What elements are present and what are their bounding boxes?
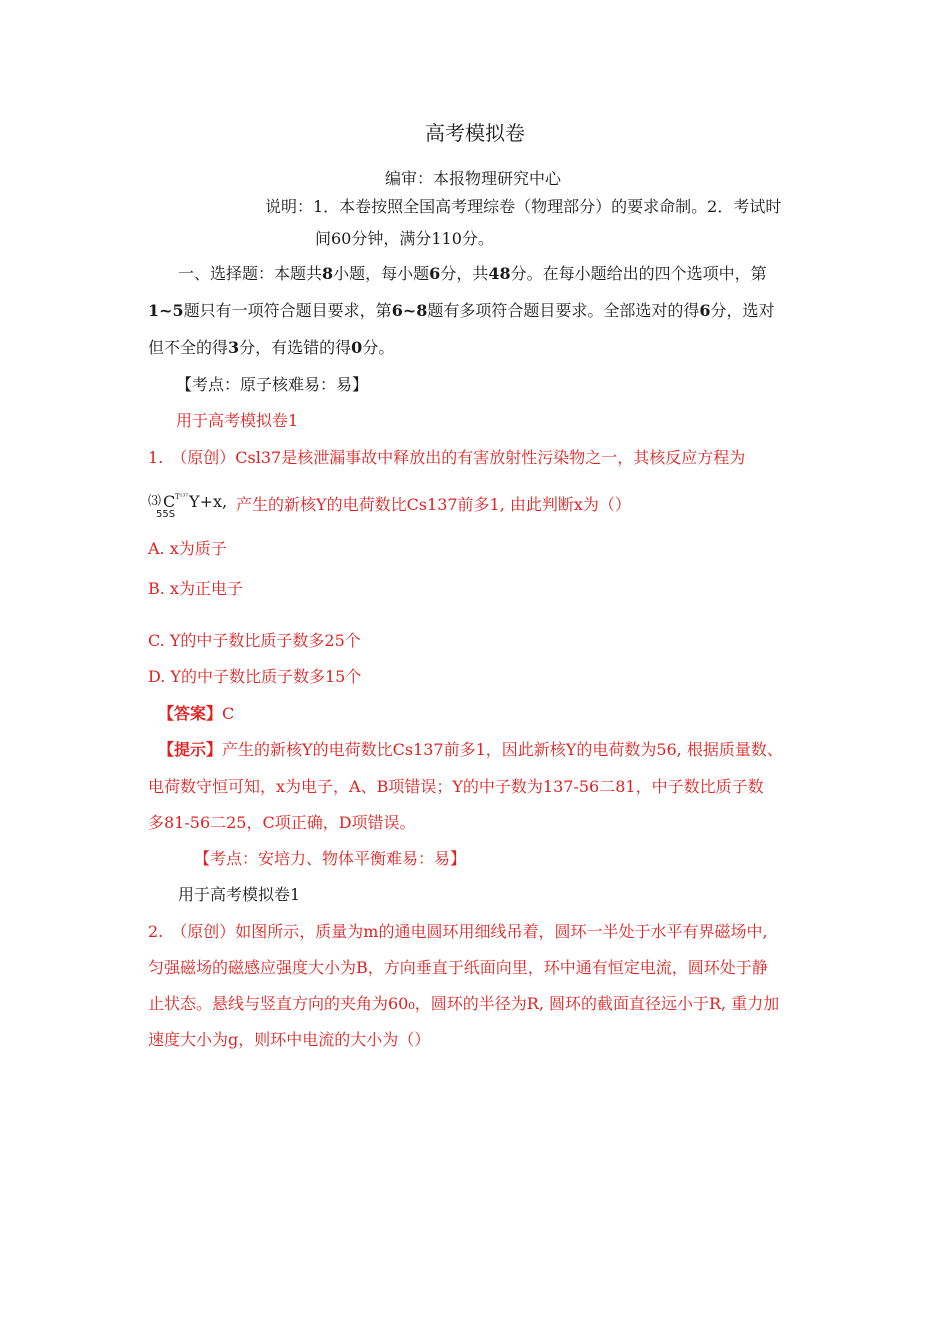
eq-superscript: T¹³⁷	[175, 493, 189, 501]
q1-hint-line-2: 电荷数守恒可知，x为电子，A、B项错误；Y的中子数为137-56二81，中子数比质子数	[148, 777, 764, 796]
notes-line-1: 说明：1．本卷按照全国高考理综卷（物理部分）的要求命制。2．考试时	[265, 197, 782, 216]
q2-stem-line-1: 2. （原创）如图所示，质量为m的通电圆环用细线吊着，圆环一半处于水平有界磁场中,	[148, 922, 768, 941]
eq-symbol-c: C	[163, 492, 176, 511]
section1-para-line-1: 一、选择题：本题共8小题，每小题6分，共48分。在每小题给出的四个选项中，第	[178, 264, 767, 283]
eq-products: Y+x,	[189, 492, 228, 511]
q1-option-a: A. x为质子	[148, 539, 227, 558]
section1-para-line-3: 但不全的得3分，有选错的得0分。	[148, 338, 395, 357]
q2-usage: 用于高考模拟卷1	[178, 885, 301, 904]
q1-stem: 1. （原创）Csl37是核泄漏事故中释放出的有害放射性污染物之一，其核反应方程为	[148, 448, 746, 467]
eq-paren-3: ⑶	[148, 494, 162, 509]
editor-line: 编审：本报物理研究中心	[385, 169, 562, 188]
page-title: 高考模拟卷	[425, 121, 525, 145]
q2-stem-line-4: 速度大小为g，则环中电流的大小为（）	[148, 1030, 431, 1049]
q1-option-d: D. Y的中子数比质子数多15个	[148, 667, 362, 686]
q1-hint-line-3: 多81-56二25，C项正确，D项错误。	[148, 813, 416, 832]
q1-equation	[148, 490, 708, 524]
q1-hint-line-1: 【提示】产生的新核Y的电荷数比Cs137前多1，因此新核Y的电荷数为56, 根据质量数、	[158, 740, 783, 759]
hint-tag: 【提示】	[158, 740, 223, 759]
q1-answer	[158, 703, 234, 725]
q2-stem-line-3: 止状态。悬线与竖直方向的夹角为60₀，圆环的半径为R, 圆环的截面直径远小于R, 重力加	[148, 994, 780, 1013]
q1-option-c: C. Y的中子数比质子数多25个	[148, 631, 361, 650]
q2-kaodian: 【考点：安培力、物体平衡难易：易】	[194, 849, 467, 868]
q2-stem-line-2: 匀强磁场的磁感应强度大小为B，方向垂直于纸面向里，环中通有恒定电流，圆环处于静	[148, 958, 768, 977]
answer-tag: 【答案】	[158, 704, 223, 723]
q1-kaodian: 【考点：原子核难易：易】	[176, 375, 369, 394]
q1-option-b: B. x为正电子	[148, 579, 243, 598]
q1-usage: 用于高考模拟卷1	[176, 411, 299, 430]
answer-value: C	[222, 704, 235, 723]
notes-line-2: 间60分钟，满分110分。	[315, 229, 494, 248]
q1-stem-continued: 产生的新核Y的电荷数比Cs137前多1, 由此判断x为（）	[236, 495, 631, 514]
section1-para-line-2: 1~5题只有一项符合题目要求，第6~8题有多项符合题目要求。全部选对的得6分，选对	[148, 301, 775, 320]
eq-subscript: 55S	[156, 509, 176, 520]
